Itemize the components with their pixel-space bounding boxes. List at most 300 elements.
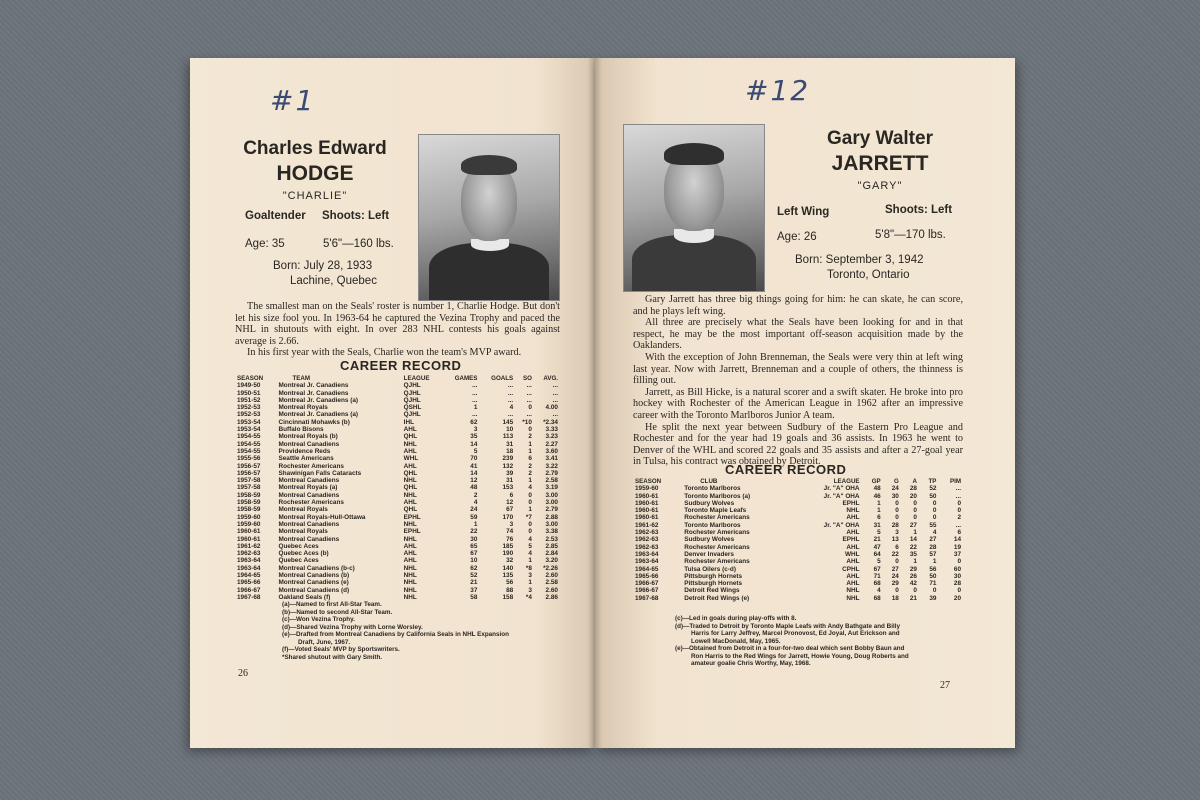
table-cell: 27: [929, 536, 937, 544]
table-cell: 1: [528, 579, 532, 587]
table-cell: 1: [877, 499, 881, 507]
table-cell: Sudbury Wolves: [684, 499, 735, 507]
table-cell: 26: [909, 572, 917, 580]
table-row: [235, 397, 560, 404]
table-cell: QHL: [403, 469, 418, 477]
table-cell: 50: [929, 572, 937, 580]
table-cell: 3.00: [545, 520, 558, 528]
table-cell: 1966-67: [635, 587, 659, 595]
table-cell: 24: [891, 485, 899, 493]
table-cell: NHL: [846, 594, 860, 602]
footnotes: [675, 615, 909, 668]
table-cell: 1: [528, 447, 532, 455]
table-cell: 14: [470, 440, 478, 448]
table-cell: 1966-67: [635, 580, 659, 588]
table-cell: EPHL: [842, 536, 860, 544]
table-cell: 3.33: [545, 426, 558, 434]
table-cell: 31: [506, 477, 514, 485]
table-cell: 1: [913, 529, 917, 537]
table-row: [633, 507, 963, 514]
table-cell: 46: [873, 492, 881, 500]
table-cell: 70: [470, 455, 478, 463]
page-number: 27: [940, 680, 950, 691]
table-cell: Rochester Americans: [278, 499, 344, 507]
table-cell: AHL: [403, 447, 417, 455]
table-cell: 140: [502, 564, 514, 572]
table-cell: 0: [932, 499, 937, 507]
table-row: [235, 411, 560, 418]
table-cell: 10: [470, 557, 478, 565]
table-cell: 1957-58: [237, 477, 261, 485]
table-cell: 1958-59: [237, 506, 261, 514]
table-cell: QSHL: [403, 404, 422, 412]
table-cell: 1952-53: [237, 404, 261, 412]
table-row: [235, 579, 560, 586]
table-cell: Montreal Jr. Canadiens: [278, 382, 349, 390]
table-cell: QHL: [403, 433, 418, 441]
table-cell: EPHL: [403, 513, 421, 521]
table-cell: ...: [526, 389, 532, 397]
table-cell: 30: [891, 492, 899, 500]
table-cell: 1960-61: [237, 528, 261, 536]
table-cell: QJHL: [403, 389, 421, 397]
table-cell: NHL: [403, 572, 417, 580]
table-cell: Pittsburgh Hornets: [684, 580, 743, 588]
table-cell: 2.58: [545, 579, 558, 587]
player-nickname: "GARY": [857, 180, 903, 192]
table-cell: 52: [929, 485, 937, 493]
table-cell: 1961-62: [635, 521, 659, 529]
table-cell: 153: [502, 484, 514, 492]
table-cell: 65: [470, 542, 478, 550]
table-cell: Oakland Seals (f): [278, 593, 331, 601]
table-row: [235, 390, 560, 397]
table-cell: ...: [472, 382, 478, 390]
table-cell: 1959-60: [635, 485, 659, 493]
table-row: [235, 484, 560, 491]
table-cell: 1960-61: [237, 535, 261, 543]
table-cell: Shawinigan Falls Cataracts: [278, 469, 362, 477]
table-cell: 22: [891, 550, 899, 558]
table-row: [235, 455, 560, 462]
table-cell: Montreal Canadiens: [278, 440, 340, 448]
table-cell: Toronto Maple Leafs: [684, 507, 747, 515]
table-cell: 2.58: [545, 477, 558, 485]
table-cell: 2: [957, 514, 961, 522]
player-shoots: Shoots: Left: [885, 204, 953, 216]
table-row: [235, 550, 560, 557]
table-cell: 1959-60: [237, 513, 261, 521]
table-cell: 3.38: [545, 528, 558, 536]
table-cell: 5: [877, 558, 881, 566]
footnote-line: amateur goalie Chris Worthy, May, 1968.: [691, 660, 811, 667]
table-cell: EPHL: [403, 528, 421, 536]
table-cell: 2.85: [545, 542, 558, 550]
right-page: [595, 58, 1015, 748]
table-cell: Rochester Americans: [684, 529, 750, 537]
table-cell: 1962-63: [635, 543, 659, 551]
table-row: [633, 595, 963, 602]
player-position: Goaltender: [245, 210, 306, 222]
footnote-line: (b)—Named to second All-Star Team.: [282, 608, 393, 616]
table-cell: 1956-57: [237, 469, 261, 477]
table-cell: Quebec Aces (b): [278, 550, 329, 558]
table-cell: *7: [525, 513, 532, 521]
table-cell: AHL: [846, 580, 860, 588]
table-row: [235, 521, 560, 528]
table-cell: ...: [552, 411, 558, 419]
table-cell: 1966-67: [237, 586, 261, 594]
table-cell: 48: [873, 485, 881, 493]
table-cell: 68: [873, 594, 881, 602]
table-cell: 35: [470, 433, 478, 441]
table-cell: 1961-62: [237, 542, 261, 550]
table-cell: 6: [509, 491, 514, 499]
table-cell: 1963-64: [635, 558, 659, 566]
table-row: [633, 485, 963, 492]
table-row: [235, 448, 560, 455]
table-cell: Montreal Canadiens (b-c): [278, 564, 355, 572]
table-cell: QJHL: [403, 396, 421, 404]
player-age: Age: 26: [777, 231, 817, 243]
player-photo: [623, 124, 765, 292]
table-row: [633, 558, 963, 565]
table-cell: 1967-68: [635, 594, 659, 602]
table-cell: 39: [506, 469, 514, 477]
table-cell: Montreal Royals: [278, 528, 328, 536]
table-row: [633, 587, 963, 594]
table-cell: 1956-57: [237, 462, 261, 470]
footnote-line: (e)—Drafted from Montreal Canadiens by California Seals in NHL Expansion: [282, 631, 509, 638]
footnote-line: (c)—Led in goals during play-offs with 8.: [675, 615, 797, 622]
table-cell: NHL: [403, 564, 417, 572]
table-cell: 37: [953, 550, 961, 558]
table-row: [633, 580, 963, 587]
table-cell: 60: [953, 565, 961, 573]
table-row: [235, 441, 560, 448]
table-cell: QHL: [403, 506, 418, 514]
table-cell: 14: [953, 536, 961, 544]
career-record-table: SEASON TEAM LEAGUE GAMES GOALS SO AVG. 1949-50 Montreal Jr. Canadiens QJHL ... ... ... ... 1950-51 Montreal Jr. Canadiens QJHL ... ... ... ... 1951-52 Montreal Jr. Canadiens (a) QJHL ... ... ... ... 1952-53 Montreal Royals QSHL 1 4 0 4.00 1952-53 Montreal Jr. Canadiens (a) QJHL ... ... ... ... 1953-54 Cincinnati Mohawks (b) IHL 62 145 *10 *2.34 1953-54 Buffalo Bisons AHL 3 10 0 3.33 1954-55 Montreal Royals (b) QHL 35 113 2 3.23 1954-55 Montreal Canadiens NHL 14 31 1 2.27 1954-55 Providence Reds AHL 5 18 1 3.60 1955-56 Seattle Americans WHL 70 239 6 3.41 1956-57 Rochester Americans AHL 41 132 2 3.22 1956-57 Shawinigan Falls Cataracts QHL 14 39 2 2.79 1957-58 Montreal Canadiens NHL 12 31 1 2.58 1957-58 Montreal Royals (a) QHL 48 153 4 3.19 1958-59 Montreal Canadiens NHL 2 6 0 3.00 1958-59 Rochester Americans AHL 4 12 0 3.00 1958-59 Montreal Royals QHL 24 67 1 2.79 1959-60 Montreal Royals-Hull-Ottawa EPHL 59 170 *7 2.88 1959-60 Montreal Canadiens NHL 1 3 0 3.00 1960-61 Montreal Royals EPHL 22 74 0 3.38 1960-61 Montreal Canadiens NHL 30 76 4 2.53 1961-62 Quebec Aces AHL 65 185 5 2.85 1962-63 Quebec Aces (b) AHL 67 190 4 2.84 1963-64 Quebec Aces AHL 10 32 1 3.20 1963-64 Montreal Canadiens (b-c) NHL 62 140 *8 *2.26 1964-65 Montreal Canadiens (b) NHL 52 135 3 2.60 1965-66 Montreal Canadiens (e) NHL 21 56 1 2.58 1966-67 Montreal Canadiens (d) NHL 37 88 3 2.60 1967-68 Oakland Seals (f) NHL 58 158 *4 2.86: [237, 375, 558, 601]
table-cell: 158: [502, 593, 514, 601]
table-cell: 1954-55: [237, 447, 261, 455]
table-cell: 2: [528, 462, 532, 470]
player-born: Born: July 28, 1933: [273, 260, 373, 272]
table-row: [235, 587, 560, 594]
page-number: 26: [238, 668, 248, 679]
table-row: [235, 536, 560, 543]
table-cell: Tulsa Oilers (c-d): [684, 565, 736, 573]
table-cell: 3.41: [545, 455, 558, 463]
table-cell: 67: [506, 506, 514, 514]
table-cell: 1963-64: [237, 564, 261, 572]
table-cell: 22: [909, 543, 917, 551]
table-cell: 64: [873, 550, 881, 558]
table-cell: 28: [909, 485, 917, 493]
table-cell: 28: [929, 543, 937, 551]
table-cell: 1962-63: [237, 550, 261, 558]
table-cell: 14: [470, 469, 478, 477]
table-cell: 3.00: [545, 499, 558, 507]
table-cell: 1962-63: [635, 536, 659, 544]
table-cell: 239: [502, 455, 514, 463]
table-cell: 0: [932, 507, 937, 515]
table-cell: 56: [929, 565, 937, 573]
player-bio: The smallest man on the Seals' roster is number 1, Charlie Hodge. But don't let his size fool you. In 1963-64 he captured the Vezina Trophy and paced the NHL in shutouts with eight. In over 283 NHL contests his goals against average is 2.66. In his first year with the Seals, Charlie won the team's MVP award.: [235, 301, 560, 359]
table-row: [235, 470, 560, 477]
table-cell: Montreal Jr. Canadiens: [278, 389, 349, 397]
table-cell: 2: [528, 433, 532, 441]
table-cell: 28: [891, 521, 899, 529]
table-cell: 6: [528, 455, 532, 463]
table-cell: ...: [526, 396, 532, 404]
table-cell: 39: [929, 594, 937, 602]
table-cell: 0: [913, 514, 917, 522]
table-cell: 1965-66: [635, 572, 659, 580]
table-cell: ...: [552, 389, 558, 397]
table-cell: 18: [506, 447, 514, 455]
table-row: [633, 522, 963, 529]
table-cell: ...: [507, 396, 514, 404]
table-cell: 31: [506, 440, 514, 448]
table-cell: Quebec Aces: [278, 557, 319, 565]
table-cell: 1: [877, 507, 881, 515]
table-cell: 47: [873, 543, 881, 551]
table-cell: WHL: [403, 455, 419, 463]
table-cell: 0: [895, 507, 899, 515]
table-cell: 67: [470, 550, 478, 558]
table-cell: *8: [525, 564, 532, 572]
table-cell: 1: [528, 557, 532, 565]
player-age: Age: 35: [245, 238, 285, 250]
table-cell: ...: [472, 396, 478, 404]
open-booklet: [190, 58, 1020, 748]
table-cell: 14: [909, 536, 917, 544]
table-cell: 6: [957, 529, 961, 537]
table-cell: 185: [502, 542, 514, 550]
table-cell: 0: [528, 491, 532, 499]
footnote-line: Harris for Larry Jeffrey, Marcel Pronovost, Ed Joyal, Aut Erickson and: [691, 630, 900, 637]
player-bio: Gary Jarrett has three big things going for him: he can skate, he can score, and he plays left wing. All three are precisely what the Seals have been looking for and in that respect, he may be the most important off-season acquisition made by the Oaklanders. With the exception of John Brenneman, the Seals were very thin at left wing last year. Now with Jarrett, Brenneman and a couple of others, the thinness is filling out. Jarrett, as Bill Hicke, is a natural scorer and a swift skater. He broke into pro hockey with Rochester of the American League in 1962 after an impressive career with the Toronto Marlboros Junior A team. He split the next year between Sudbury of the Eastern Pro League and Rochester and for the year had 19 goals and 36 assists. In 1963 he went to Denver of the WHL and scored 22 goals and 35 assists and after a 27-goal year in Tulsa, his contract was obtained by Detroit.: [633, 294, 963, 468]
table-cell: 1952-53: [237, 411, 261, 419]
table-cell: 67: [873, 565, 881, 573]
table-cell: 88: [506, 586, 514, 594]
table-cell: NHL: [403, 491, 417, 499]
table-cell: CPHL: [842, 565, 860, 573]
table-cell: NHL: [403, 579, 417, 587]
table-cell: Rochester Americans: [684, 558, 750, 566]
table-cell: 29: [909, 565, 917, 573]
table-cell: 24: [470, 506, 478, 514]
table-cell: 145: [502, 418, 514, 426]
table-cell: NHL: [846, 587, 860, 595]
table-cell: 2: [528, 469, 532, 477]
table-cell: 3: [509, 520, 514, 528]
table-cell: Montreal Royals (b): [278, 433, 338, 441]
table-cell: Buffalo Bisons: [278, 426, 324, 434]
table-cell: 1964-65: [237, 572, 261, 580]
table-row: [235, 426, 560, 433]
table-cell: Rochester Americans: [684, 514, 750, 522]
table-cell: 2.53: [545, 535, 558, 543]
table-cell: 1959-60: [237, 520, 261, 528]
table-cell: 68: [873, 580, 881, 588]
table-cell: 76: [506, 535, 514, 543]
table-cell: 132: [502, 462, 514, 470]
table-cell: 32: [506, 557, 514, 565]
table-cell: Montreal Canadiens (b): [278, 572, 350, 580]
table-cell: 0: [528, 528, 532, 536]
table-cell: 3.00: [545, 491, 558, 499]
table-cell: AHL: [846, 572, 860, 580]
table-cell: 4: [528, 550, 532, 558]
table-cell: 31: [873, 521, 881, 529]
table-cell: Montreal Canadiens (d): [278, 586, 350, 594]
player-first-names: Gary Walter: [827, 128, 933, 149]
table-cell: Jr. "A" OHA: [823, 492, 860, 500]
footnote-line: *Shared shutout with Gary Smith.: [282, 653, 383, 661]
table-cell: 29: [891, 580, 899, 588]
table-cell: Detroit Red Wings (e): [684, 594, 750, 602]
table-row: [235, 514, 560, 521]
table-cell: QHL: [403, 484, 418, 492]
table-cell: ...: [552, 382, 558, 390]
table-cell: 20: [909, 492, 917, 500]
table-cell: 3: [528, 572, 532, 580]
table-cell: Quebec Aces: [278, 542, 319, 550]
table-cell: 50: [929, 492, 937, 500]
table-cell: 74: [506, 528, 514, 536]
table-cell: 1960-61: [635, 514, 659, 522]
table-row: [235, 565, 560, 572]
table-cell: QJHL: [403, 411, 421, 419]
table-cell: AHL: [403, 462, 417, 470]
table-cell: 18: [891, 594, 899, 602]
table-cell: 1958-59: [237, 499, 261, 507]
footnote-line: (d)—Shared Vezina Trophy with Lorne Worsley.: [282, 623, 423, 631]
table-cell: 28: [953, 580, 961, 588]
player-first-names: Charles Edward: [243, 138, 387, 159]
table-row: [633, 500, 963, 507]
table-cell: AHL: [846, 558, 860, 566]
table-cell: Denver Invaders: [684, 550, 734, 558]
table-cell: AHL: [846, 529, 860, 537]
handwritten-number: #12: [745, 74, 811, 107]
table-cell: 1949-50: [237, 382, 261, 390]
player-last-name: HODGE: [276, 162, 354, 185]
handwritten-number: #1: [270, 84, 316, 117]
table-cell: 20: [953, 594, 961, 602]
table-cell: NHL: [846, 507, 860, 515]
player-last-name: JARRETT: [831, 152, 929, 175]
footnote-line: (d)—Traded to Detroit by Toronto Maple Leafs with Andy Bathgate and Billy: [675, 622, 900, 630]
table-cell: 1953-54: [237, 418, 261, 426]
table-cell: 12: [470, 477, 478, 485]
table-cell: 0: [528, 520, 532, 528]
table-cell: 62: [470, 418, 478, 426]
table-cell: 62: [470, 564, 478, 572]
table-cell: 37: [470, 586, 478, 594]
table-cell: 0: [913, 507, 917, 515]
table-cell: Montreal Canadiens: [278, 477, 340, 485]
table-cell: 0: [932, 514, 937, 522]
table-cell: 1963-64: [635, 550, 659, 558]
career-record-table: SEASON CLUB LEAGUE GP G A TP PIM 1959-60 Toronto Marlboros Jr. "A" OHA 48 24 28 52 ... 1960-61 Toronto Marlboros (a) Jr. "A" OHA 46 30 20 50 ... 1960-61 Sudbury Wolves EPHL 1 0 0 0 0 1960-61 Toronto Maple Leafs NHL 1 0 0 0 0 1960-61 Rochester Americans AHL 6 0 0 0 2 1961-62 Toronto Marlboros Jr. "A" OHA 31 28 27 55 ... 1962-63 Rochester Americans AHL 5 3 1 4 6 1962-63 Sudbury Wolves EPHL 21 13 14 27 14 1962-63 Rochester Americans AHL 47 6 22 28 19 1963-64 Denver Invaders WHL 64 22 35 57 37 1963-64 Rochester Americans AHL 5 0 1 1 0 1964-65 Tulsa Oilers (c-d) CPHL 67 27 29 56 60 1965-66 Pittsburgh Hornets AHL 71 24 26 50 30 1966-67 Pittsburgh Hornets AHL 68 29 42 71 28 1966-67 Detroit Red Wings NHL 4 0 0 0 0 1967-68 Detroit Red Wings (e) NHL 68 18 21 39 20: [635, 478, 961, 602]
table-row: [235, 404, 560, 411]
table-cell: AHL: [403, 557, 417, 565]
table-cell: 41: [470, 462, 478, 470]
table-cell: 55: [929, 521, 937, 529]
table-cell: 0: [957, 558, 961, 566]
table-cell: 5: [877, 529, 881, 537]
player-position: Left Wing: [777, 206, 830, 218]
table-cell: 1953-54: [237, 426, 261, 434]
table-cell: 59: [470, 513, 478, 521]
table-cell: 1: [473, 520, 478, 528]
table-cell: 35: [909, 550, 917, 558]
table-cell: 10: [506, 426, 514, 434]
table-cell: 0: [895, 558, 899, 566]
table-cell: *10: [522, 418, 532, 426]
table-row: [235, 477, 560, 484]
table-cell: 1963-64: [237, 557, 261, 565]
table-row: [235, 572, 560, 579]
left-page: [190, 58, 595, 748]
table-cell: 0: [957, 507, 961, 515]
table-cell: Seattle Americans: [278, 455, 334, 463]
table-cell: 1954-55: [237, 440, 261, 448]
table-cell: 48: [470, 484, 478, 492]
table-cell: Toronto Marlboros (a): [684, 492, 751, 500]
table-cell: 2.79: [545, 506, 558, 514]
table-cell: 52: [470, 572, 478, 580]
player-born: Born: September 3, 1942: [795, 254, 924, 266]
table-cell: NHL: [403, 477, 417, 485]
table-cell: ...: [526, 411, 532, 419]
player-birthplace: Lachine, Quebec: [290, 275, 377, 287]
table-cell: 42: [909, 580, 917, 588]
table-cell: AHL: [403, 550, 417, 558]
table-cell: 13: [891, 536, 899, 544]
table-cell: Montreal Canadiens: [278, 535, 340, 543]
table-cell: ...: [472, 411, 478, 419]
table-cell: 22: [470, 528, 478, 536]
table-row: [633, 514, 963, 521]
player-shoots: Shoots: Left: [322, 210, 390, 222]
table-cell: 3.23: [545, 433, 558, 441]
table-cell: Montreal Canadiens: [278, 520, 340, 528]
table-cell: 21: [470, 579, 478, 587]
table-cell: 1: [932, 558, 937, 566]
table-cell: 27: [891, 565, 899, 573]
table-cell: NHL: [403, 535, 417, 543]
table-cell: 4: [528, 484, 532, 492]
table-cell: 0: [528, 426, 532, 434]
table-cell: ...: [472, 389, 478, 397]
table-cell: Montreal Canadiens: [278, 491, 340, 499]
table-cell: 0: [895, 587, 899, 595]
table-cell: 3: [895, 529, 899, 537]
table-cell: NHL: [403, 586, 417, 594]
table-cell: AHL: [403, 499, 417, 507]
table-cell: 113: [502, 433, 514, 441]
table-cell: 1957-58: [237, 484, 261, 492]
table-cell: QJHL: [403, 382, 421, 390]
table-cell: AHL: [403, 426, 417, 434]
footnotes: [282, 601, 509, 661]
table-cell: 1960-61: [635, 499, 659, 507]
table-cell: NHL: [403, 593, 417, 601]
